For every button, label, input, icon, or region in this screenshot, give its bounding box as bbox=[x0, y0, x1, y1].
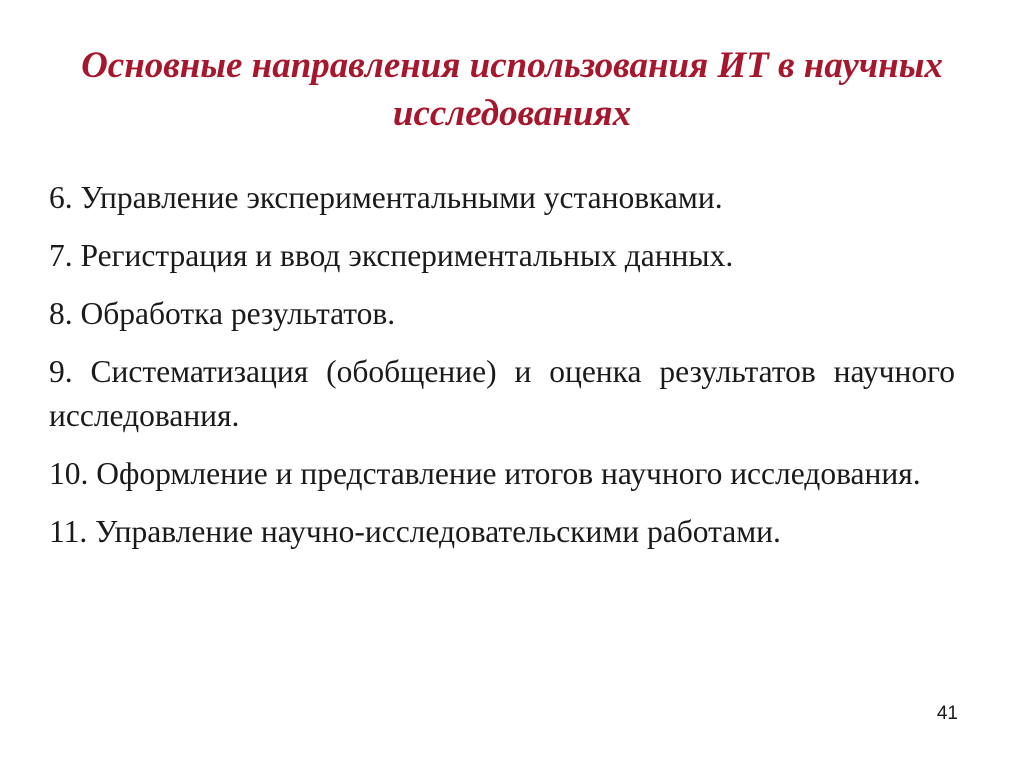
list-item-6: 6. Управление экспериментальными установками. bbox=[49, 180, 723, 215]
list-item-11: 11. Управление научно-исследовательскими работами. bbox=[49, 514, 781, 549]
list-item-9: 9. Систематизация (обобщение) и оценка результатов научного исследования. bbox=[49, 354, 955, 433]
item-list bbox=[49, 176, 955, 568]
slide-title: Основные направления использования ИТ в научных исследованиях bbox=[81, 45, 943, 134]
list-item-7: 7. Регистрация и ввод экспериментальных данных. bbox=[49, 238, 734, 273]
list-item-8: 8. Обработка результатов. bbox=[49, 296, 396, 331]
list-item-10: 10. Оформление и представление итогов научного исследования. bbox=[49, 456, 921, 491]
page-number: 41 bbox=[936, 703, 958, 724]
